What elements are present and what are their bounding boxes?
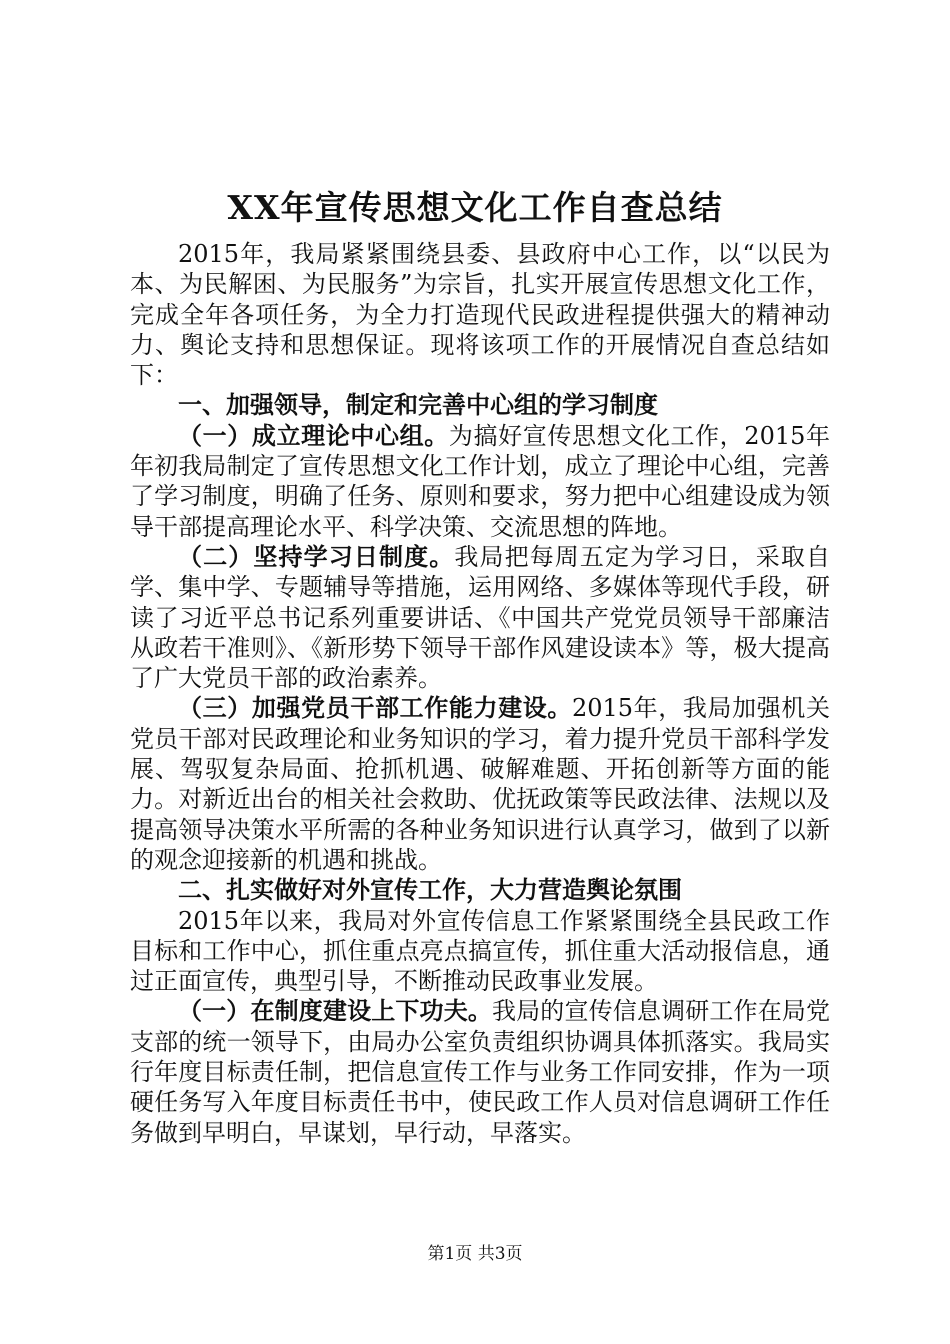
section-2-item-1-title: （一）在制度建设上下功夫。 <box>178 996 492 1026</box>
document-body <box>130 239 830 1148</box>
intro-paragraph: 2015年，我局紧紧围绕县委、县政府中心工作，以“以民为本、为民解困、为民服务”为宗旨，扎实开展宣传思想文化工作，完成全年各项任务，为全力打造现代民政进程提供强大的精神动力、舆论支持和思想保证。现将该项工作的开展情况自查总结如下： <box>130 240 830 390</box>
document-title: XX年宣传思想文化工作自查总结 <box>227 188 723 227</box>
page-number-footer: 第1页 共3页 <box>427 1244 523 1264</box>
section-1-item-3 <box>130 693 830 875</box>
section-2-intro: 2015年以来，我局对外宣传信息工作紧紧围绕全县民政工作目标和工作中心，抓住重点亮点搞宣传，抓住重大活动报信息，通过正面宣传，典型引导，不断推动民政事业发展。 <box>130 906 830 996</box>
section-2-heading: 二、扎实做好对外宣传工作，大力营造舆论氛围 <box>178 875 682 905</box>
section-1-item-3-title: （三）加强党员干部工作能力建设。 <box>178 693 572 723</box>
section-1-heading: 一、加强领导，制定和完善中心组的学习制度 <box>178 390 658 420</box>
section-1-item-1 <box>130 421 830 542</box>
section-1-item-2 <box>130 542 830 693</box>
section-1-item-1-title: （一）成立理论中心组。 <box>178 420 449 450</box>
section-2-item-1 <box>130 996 830 1147</box>
section-1-item-2-title: （二）坚持学习日制度。 <box>178 541 455 571</box>
section-1-item-2-text: 我局把每周五定为学习日，采取自学、集中学、专题辅导等措施，运用网络、多媒体等现代手段，研读了习近平总书记系列重要讲话、《中国共产党党员领导干部廉洁从政若干准则》、《新形势下领导干部作风建设读本》等，极大提高了广大党员干部的政治素养。 <box>130 542 831 693</box>
section-2-item-1-text: 我局的宣传信息调研工作在局党支部的统一领导下，由局办公室负责组织协调具体抓落实。我局实行年度目标责任制，把信息宣传工作与业务工作同安排，作为一项硬任务写入年度目标责任书中，使民政工作人员对信息调研工作任务做到早明白，早谋划，早行动，早落实。 <box>130 997 830 1147</box>
section-1-item-3-text: 2015年，我局加强机关党员干部对民政理论和业务知识的学习，着力提升党员干部科学发展、驾驭复杂局面、抢抓机遇、破解难题、开拓创新等方面的能力。对新近出台的相关社会救助、优抚政策等民政法律、法规以及提高领导决策水平所需的各种业务知识进行认真学习，做到了以新的观念迎接新的机遇和挑战。 <box>130 694 831 874</box>
section-1-item-1-text: 为搞好宣传思想文化工作，2015年年初我局制定了宣传思想文化工作计划，成立了理论中心组，完善了学习制度，明确了任务、原则和要求，努力把中心组建设成为领导干部提高理论水平、科学决策、交流思想的阵地。 <box>130 421 831 541</box>
